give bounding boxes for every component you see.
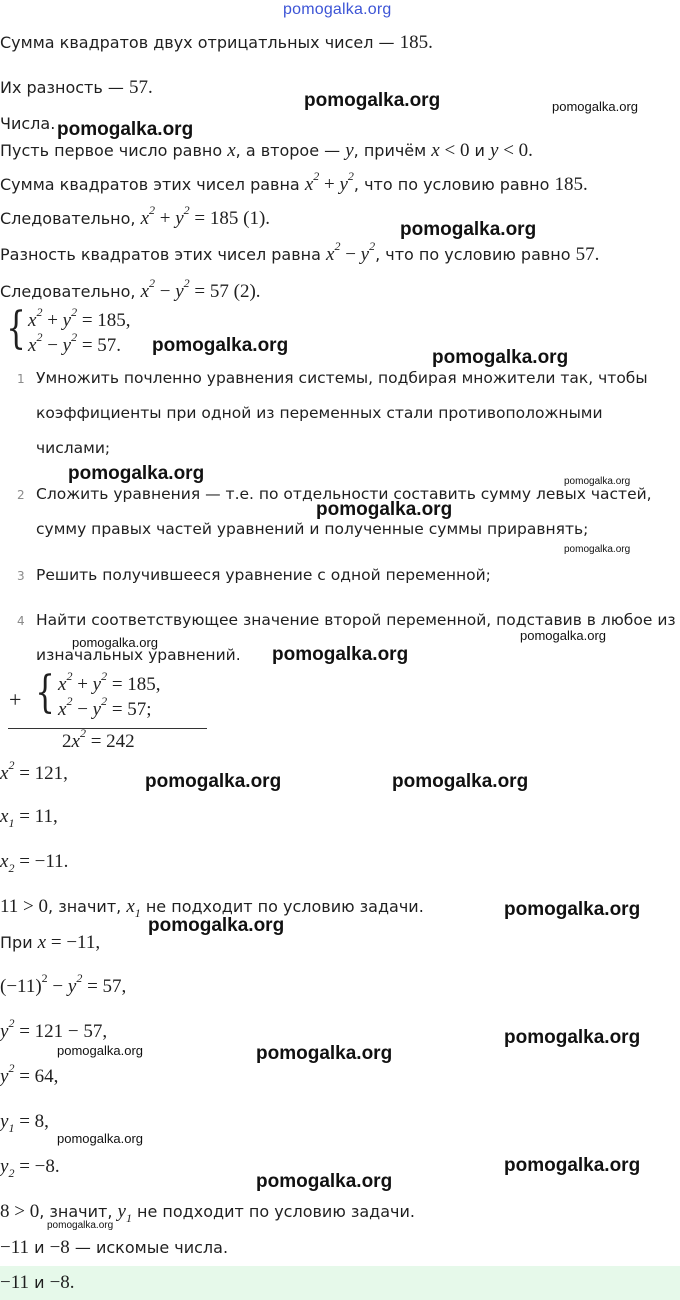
text: При [0,933,38,952]
solution-line: −11 и −8 — искомые числа. [0,1237,229,1258]
step-text: Решить получившееся уравнение с одной переменной; [36,566,491,584]
step-text: Умножить почленно уравнения системы, подбирая множители так, чтобы коэффициенты при одной из переменных стали противоположными числами; [36,369,648,457]
math: $x^2$ [304,168,320,195]
watermark: pomogalka.org [57,1043,143,1058]
solution-line: $y^2 = 121 - 57$, [0,1015,108,1042]
watermark: pomogalka.org [564,544,631,555]
sum-line: Сумма квадратов этих чисел равна $x^2 + y^2$, что по условию равно 185. [0,168,588,195]
watermark: pomogalka.org [272,644,409,665]
watermark: pomogalka.org [47,1220,114,1231]
text: Пусть первое число равно [0,141,228,160]
problem-line-3 [0,113,55,135]
solution-line: $y^2 = 64$, [0,1060,59,1087]
solution-line: $x_2 = -11$. [0,851,69,875]
watermark: pomogalka.org [400,219,537,240]
math: $x^2$ [326,238,341,265]
math: $x^2$ [140,275,156,302]
watermark: pomogalka.org [504,1027,641,1048]
text: не подходит по условию задачи. [140,897,424,916]
number: 185. [399,32,433,53]
watermark: pomogalka.org [520,628,606,643]
watermark: pomogalka.org [316,499,453,520]
solution-line: $x_1 = 11$, [0,806,58,830]
watermark: pomogalka.org [57,119,194,140]
text: Следовательно, [0,209,141,228]
answer-box [0,1266,680,1300]
watermark: pomogalka.org [152,335,289,356]
system-brace: { [35,667,55,718]
watermark: pomogalka.org [432,347,569,368]
watermark: pomogalka.org [57,1131,143,1146]
problem-line-2 [0,77,153,99]
text: , значит, [48,897,127,916]
system-eq-2: $x^2 - y^2 = 57$; [58,693,152,720]
sum-result: $2x^2 = 242$ [62,725,135,752]
text: , что по условию равно [353,175,555,194]
watermark: pomogalka.org [564,476,631,487]
sum-divider [8,728,207,729]
text: Следовательно, [0,282,141,301]
system-eq-2: $x^2 - y^2 = 57$. [28,329,122,356]
watermark: pomogalka.org [256,1171,393,1192]
text: , что по условию равно [375,245,576,264]
math: x [227,140,236,161]
text: , причём [353,141,432,160]
system-brace: { [6,303,26,354]
solution-line: $y_2 = -8$. [0,1156,60,1180]
watermark: pomogalka.org [145,771,282,792]
text: , значит, [39,1202,118,1221]
answer-text: −11 и −8. [0,1272,75,1293]
text: — искомые числа. [69,1238,229,1257]
step-text: Сложить уравнения — т.е. по отдельности составить сумму левых частей, сумму правых частей уравнений и полученные суммы приравнять; [36,485,652,538]
step-text: Найти соответствующее значение второй переменной, подставив в любое из изначальных уравнений. [36,611,676,664]
solution-line: $(-11)^2 - y^2 = 57$, [0,970,127,997]
text: Их разность — [0,78,129,97]
text: и [469,141,491,160]
eq1-line: Следовательно, $x^2 + y^2 = 185$ (1). [0,202,271,229]
math: y [490,140,499,161]
text: Сумма квадратов двух отрицатльных чисел — [0,33,400,52]
watermark: pomogalka.org [552,99,638,114]
solution-line: $x^2 = 121$, [0,757,68,784]
step-number: 2 [17,488,25,502]
problem-line-1 [0,32,433,54]
math: y [345,140,354,161]
solution-line: При x = −11, [0,932,101,953]
solution-line: 11 > 0, значит, $x_1$ не подходит по условию задачи. [0,896,424,920]
text: и [29,1273,50,1292]
step-number: 1 [17,372,25,386]
diff-line: Разность квадратов этих чисел равна $x^2 - y^2$, что по условию равно 57. [0,238,600,265]
watermark: pomogalka.org [148,915,285,936]
number: 57. [575,244,600,265]
math: $x^2$ [140,202,156,229]
site-link[interactable]: pomogalka.org [283,1,392,18]
let-line: Пусть первое число равно x, а второе — y, причём x < 0 и y < 0. [0,140,533,161]
watermark: pomogalka.org [504,1155,641,1176]
number: 185. [554,174,588,195]
watermark: pomogalka.org [68,463,205,484]
step-number: 4 [17,614,25,628]
solution-line: 8 > 0, значит, $y_1$ не подходит по условию задачи. [0,1201,415,1225]
watermark: pomogalka.org [304,90,441,111]
text: и [29,1238,50,1257]
text: Разность квадратов этих чисел равна [0,245,326,264]
solution-line: $y_1 = 8$, [0,1111,49,1135]
text: не подходит по условию задачи. [131,1202,415,1221]
watermark: pomogalka.org [504,899,641,920]
watermark: pomogalka.org [392,771,529,792]
text: Сумма квадратов этих чисел равна [0,175,305,194]
system-eq-1: $x^2 + y^2 = 185$, [58,668,161,695]
eq2-line: Следовательно, $x^2 - y^2 = 57$ (2). [0,275,261,302]
system-eq-1: $x^2 + y^2 = 185$, [28,304,131,331]
watermark: pomogalka.org [256,1043,393,1064]
step-number: 3 [17,569,25,583]
plus-sign: + [9,687,22,712]
text: Числа. [0,114,56,133]
number: 57. [128,77,153,98]
watermark: pomogalka.org [72,635,158,650]
text: , а второе — [235,141,346,160]
math: x [431,140,440,161]
